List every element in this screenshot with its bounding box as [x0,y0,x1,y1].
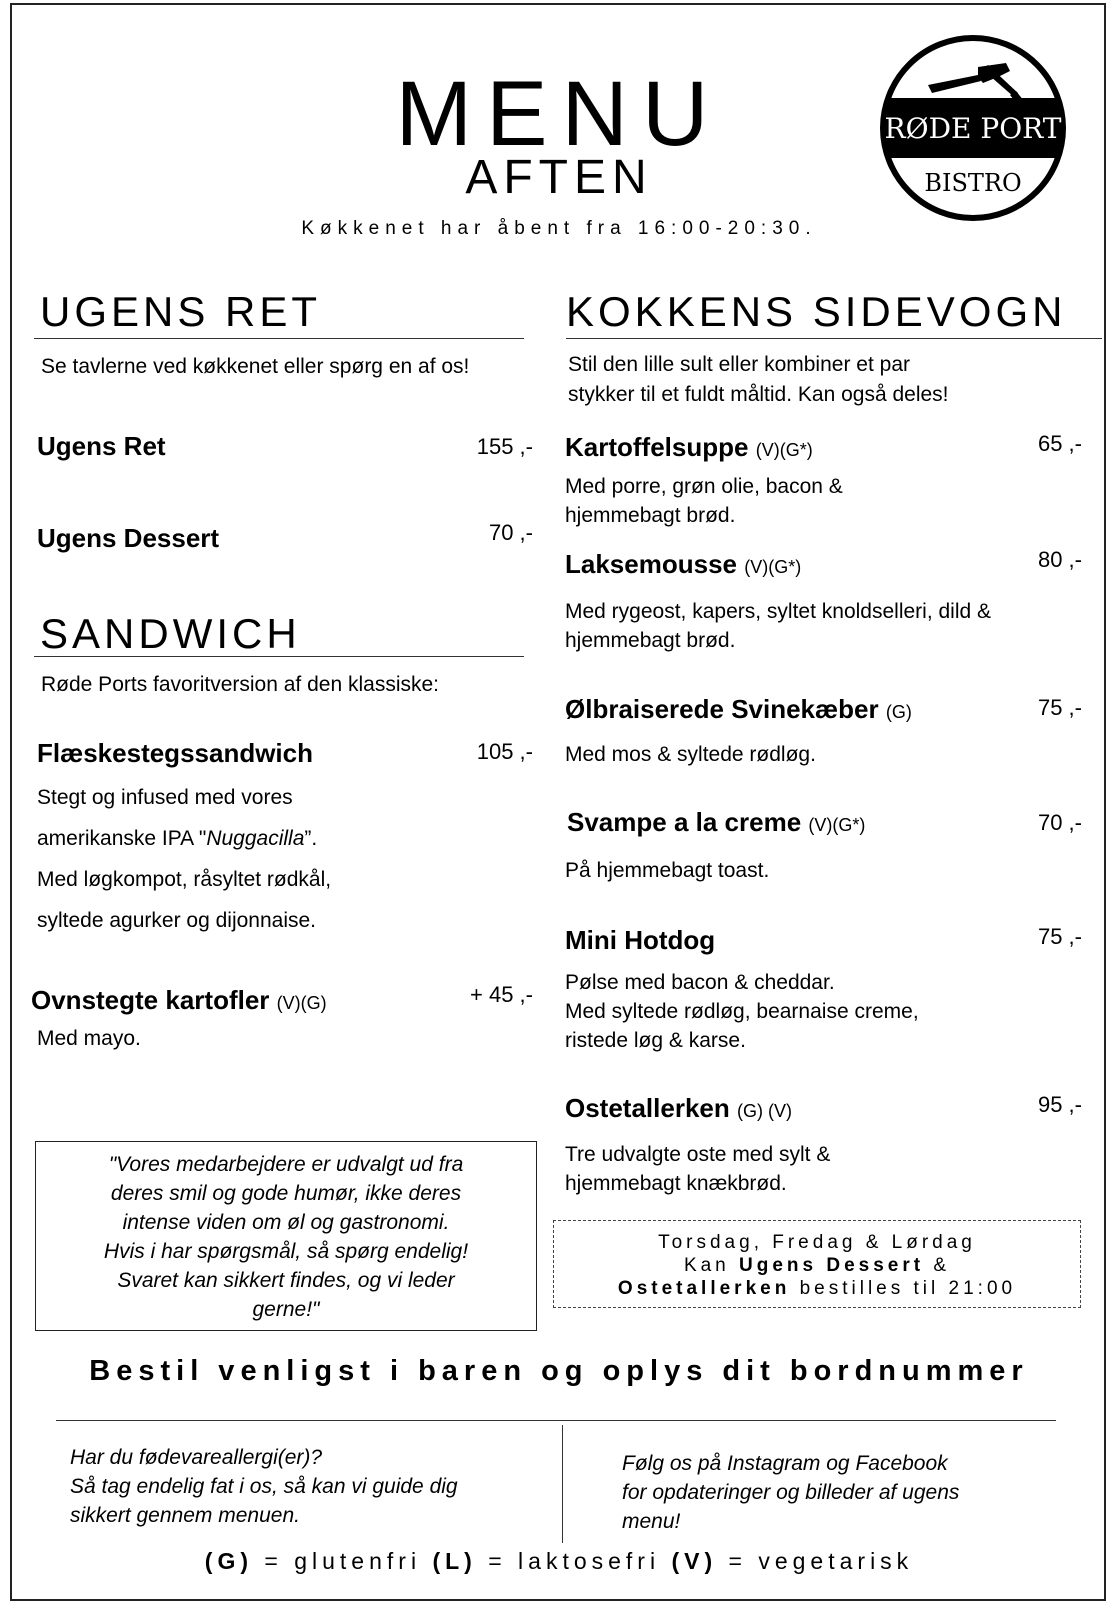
dish-price: 75 ,- [1037,924,1082,949]
divider [56,1420,1056,1421]
order-instruction: Bestil venligst i baren og oplys dit bordnummer [89,1355,1029,1387]
dish-description: Med mos & syltede rødløg. [565,743,816,766]
dish-name: Ugens Ret [37,431,166,461]
diet-legend: (G) = glutenfri (L) = laktosefri (V) = vegetarisk [204,1548,914,1574]
dish-price: + 45 ,- [470,982,533,1007]
divider [34,338,524,339]
staff-quote-box: "Vores medarbejdere er udvalgt ud fra deres smil og gode humør, ikke deres intense viden om øl og gastronomi. Hvis i har spørgsmål, så spørg endelig! Svaret kan sikkert findes, og vi leder gerne!" [35,1141,537,1331]
dish-description: Med rygeost, kapers, syltet knoldselleri, dild & hjemmebagt brød. [565,600,992,652]
dish-description: Med porre, grøn olie, bacon & hjemmebagt brød. [565,475,843,527]
section-heading-sidevogn: KOKKENS SIDEVOGN [566,288,1067,335]
dish-name: Ugens Dessert [37,523,220,553]
dish-name: Svampe a la creme (V)(G*) [567,807,866,837]
diet-tag: (V)(G) [276,993,327,1013]
logo-name: RØDE PORT [884,112,1062,145]
dish-price: 65 ,- [1037,431,1082,456]
order-time-notice: Torsdag, Fredag & Lørdag Kan Ugens Dessert & Ostetallerken bestilles til 21:00 [553,1220,1081,1308]
allergy-note: Har du fødevareallergi(er)? Så tag endelig fat i os, så kan vi guide dig sikkert gennem menuen. [70,1446,458,1527]
diet-tag: (G) [885,702,912,722]
menu-subtitle: AFTEN [465,151,653,204]
dish-price: 70 ,- [488,520,533,545]
dish-name: Ølbraiserede Svinekæber (G) [565,694,912,724]
dish-price: 75 ,- [1037,695,1082,720]
menu-title: MENU [395,63,723,165]
dish-price: 95 ,- [1037,1092,1082,1117]
dish-description: Med mayo. [37,1027,141,1050]
diet-tag: (G) (V) [736,1101,792,1121]
diet-tag: (V)(G*) [744,557,802,577]
section-intro: Stil den lille sult eller kombiner et par stykker til et fuldt måltid. Kan også deles! [568,353,949,406]
social-note: Følg os på Instagram og Facebook for opdateringer og billeder af ugens menu! [622,1452,960,1533]
divider [34,656,524,657]
dish-name: Kartoffelsuppe (V)(G*) [565,432,813,462]
section-intro: Se tavlerne ved køkkenet eller spørg en af os! [41,355,470,378]
dish-description: På hjemmebagt toast. [565,859,770,882]
diet-tag: (V)(G*) [808,815,866,835]
dish-price: 70 ,- [1037,810,1082,835]
footer-divider [562,1425,563,1543]
dish-description: Tre udvalgte oste med sylt & hjemmebagt knækbrød. [565,1143,831,1195]
dish-price: 105 ,- [476,739,533,764]
dish-price: 155 ,- [476,434,533,459]
restaurant-logo [878,33,1068,223]
section-intro: Røde Ports favoritversion af den klassiske: [41,673,439,696]
divider [566,338,1102,339]
section-heading-ugens-ret: UGENS RET [40,288,322,335]
section-heading-sandwich: SANDWICH [40,610,301,657]
dish-name: Laksemousse (V)(G*) [565,549,802,579]
diet-tag: (V)(G*) [755,440,813,460]
opening-hours: Køkkenet har åbent fra 16:00-20:30. [301,218,817,239]
dish-description: Stegt og infused med vores amerikanske IPA "Nuggacilla”. Med løgkompot, råsyltet rødkål, syltede agurker og dijonnaise. [37,786,332,932]
dish-price: 80 ,- [1037,547,1082,572]
dish-name: Ovnstegte kartofler (V)(G) [31,985,327,1015]
dish-name: Mini Hotdog [565,925,716,955]
dish-description: Pølse med bacon & cheddar. Med syltede rødløg, bearnaise creme, ristede løg & karse. [565,971,919,1052]
dish-name: Ostetallerken (G) (V) [565,1093,792,1123]
logo-subname: BISTRO [924,169,1022,197]
dish-name: Flæskestegssandwich [37,738,313,768]
